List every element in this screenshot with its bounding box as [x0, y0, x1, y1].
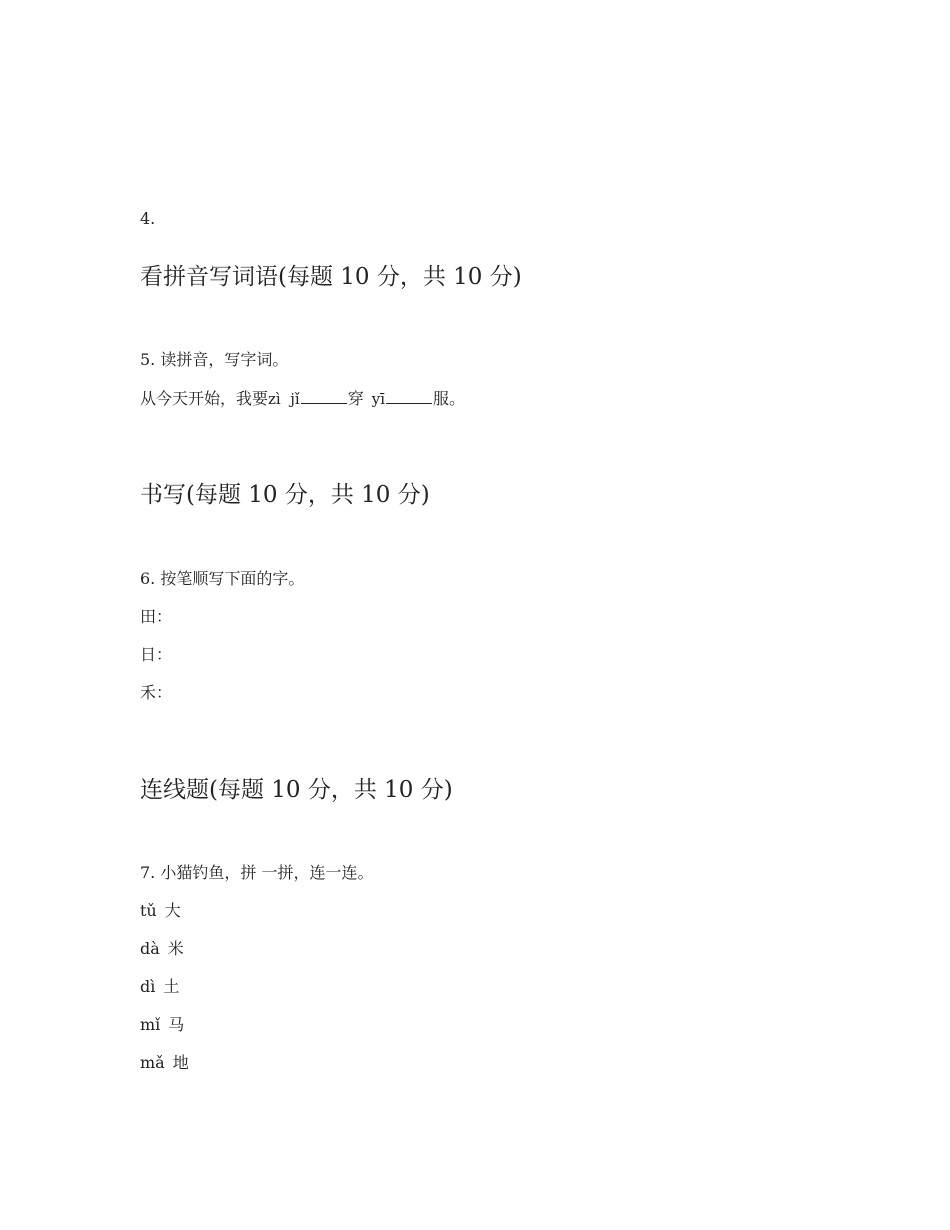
matching-pinyin[interactable]: tǔ [140, 901, 157, 920]
answer-blank-1[interactable] [301, 391, 347, 404]
pinyin-yi: yī [371, 390, 385, 408]
matching-pinyin[interactable]: mǎ [140, 1053, 165, 1072]
pinyin-ziji: zì jǐ [268, 390, 300, 408]
sentence-middle: 穿 [347, 389, 364, 408]
answer-blank-2[interactable] [386, 391, 432, 404]
matching-char[interactable]: 地 [172, 1053, 189, 1072]
stroke-char-he: 禾： [140, 683, 173, 702]
matching-char[interactable]: 土 [163, 977, 180, 996]
question-6-prompt: 6. 按笔顺写下面的字。 [140, 569, 305, 588]
matching-char[interactable]: 马 [168, 1015, 185, 1034]
matching-pinyin[interactable]: mǐ [140, 1015, 161, 1034]
question-5-prompt: 5. 读拼音，写字词。 [140, 350, 289, 369]
matching-pinyin[interactable]: dì [140, 977, 156, 996]
sentence-start: 从今天开始，我要 [140, 389, 269, 408]
section-heading-writing: 书写(每题 10 分，共 10 分) [140, 482, 430, 508]
stroke-char-ri: 日： [140, 645, 173, 664]
question-4-number: 4. [140, 209, 156, 228]
matching-pinyin[interactable]: dà [140, 939, 160, 958]
section-heading-pinyin-words: 看拼音写词语(每题 10 分，共 10 分) [140, 264, 522, 290]
matching-char[interactable]: 米 [167, 939, 184, 958]
sentence-end: 服。 [433, 389, 466, 408]
matching-row [140, 977, 179, 997]
section-heading-matching: 连线题(每题 10 分，共 10 分) [140, 777, 453, 803]
question-5-sentence [140, 389, 465, 409]
question-7-prompt: 7. 小猫钓鱼，拼 一拼，连一连。 [140, 863, 374, 882]
matching-row [140, 1053, 189, 1073]
matching-row [140, 939, 184, 959]
matching-char[interactable]: 大 [164, 901, 181, 920]
stroke-char-tian: 田： [140, 607, 173, 626]
matching-row [140, 1015, 184, 1035]
matching-row [140, 901, 181, 921]
